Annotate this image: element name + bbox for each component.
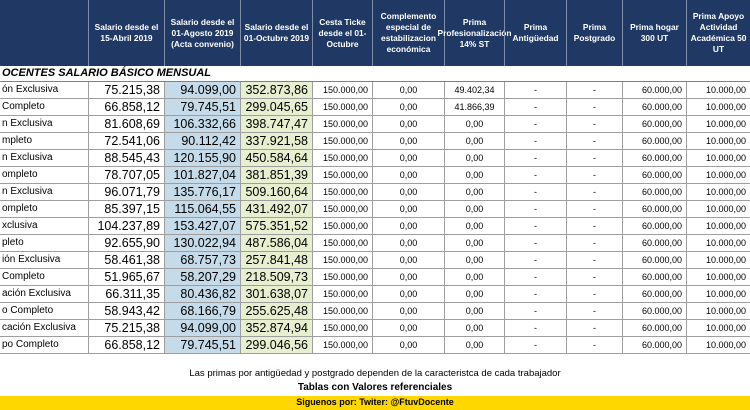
header-cell-name: [0, 0, 88, 66]
cell-ant: -: [504, 286, 566, 302]
cell-s3: 450.584,64: [240, 150, 312, 166]
cell-s3: 487.586,04: [240, 235, 312, 251]
cell-name: Completo: [2, 271, 45, 282]
cell-prof: 0,00: [444, 184, 504, 200]
cell-comp: 0,00: [372, 235, 444, 251]
cell-post: -: [566, 320, 622, 336]
cell-ant: -: [504, 252, 566, 268]
cell-hogar: 60.000,00: [622, 320, 686, 336]
cell-s2: 68.757,73: [164, 252, 240, 268]
cell-s1: 88.545,43: [88, 150, 164, 166]
cell-s1: 81.608,69: [88, 116, 164, 132]
cell-ant: -: [504, 235, 566, 251]
cell-s1: 104.237,89: [88, 218, 164, 234]
cell-hogar: 60.000,00: [622, 303, 686, 319]
cell-post: -: [566, 218, 622, 234]
cell-s2: 94.099,00: [164, 82, 240, 98]
cell-s3: 257.841,48: [240, 252, 312, 268]
cell-s1: 66.858,12: [88, 99, 164, 115]
cell-post: -: [566, 133, 622, 149]
cell-cesta: 150.000,00: [312, 337, 372, 353]
cell-cesta: 150.000,00: [312, 252, 372, 268]
table-row: [0, 252, 750, 269]
cell-apoyo: 10.000,00: [686, 303, 750, 319]
cell-apoyo: 10.000,00: [686, 252, 750, 268]
cell-s3: 337.921,58: [240, 133, 312, 149]
cell-s2: 106.332,66: [164, 116, 240, 132]
cell-apoyo: 10.000,00: [686, 133, 750, 149]
cell-s1: 51.965,67: [88, 269, 164, 285]
cell-name: ación Exclusiva: [2, 288, 71, 299]
cell-post: -: [566, 99, 622, 115]
cell-s2: 79.745,51: [164, 99, 240, 115]
cell-ant: -: [504, 303, 566, 319]
cell-name: ión Exclusiva: [2, 254, 61, 265]
cell-s1: 58.461,38: [88, 252, 164, 268]
cell-prof: 0,00: [444, 218, 504, 234]
cell-ant: -: [504, 218, 566, 234]
footer-social-text: Siguenos por: Twiter: @FtuvDocente: [296, 397, 454, 407]
cell-hogar: 60.000,00: [622, 133, 686, 149]
table-row: [0, 116, 750, 133]
header-salary-october: Salario desde el 01-Octubre 2019: [240, 0, 312, 66]
table-row: [0, 167, 750, 184]
cell-cesta: 150.000,00: [312, 286, 372, 302]
cell-s3: 509.160,64: [240, 184, 312, 200]
cell-hogar: 60.000,00: [622, 167, 686, 183]
cell-cesta: 150.000,00: [312, 201, 372, 217]
cell-hogar: 60.000,00: [622, 201, 686, 217]
table-row: [0, 286, 750, 303]
table-header-row: [0, 0, 750, 66]
header-prima-hogar: Prima hogar 300 UT: [622, 0, 686, 66]
cell-hogar: 60.000,00: [622, 82, 686, 98]
cell-cesta: 150.000,00: [312, 184, 372, 200]
cell-comp: 0,00: [372, 320, 444, 336]
cell-apoyo: 10.000,00: [686, 167, 750, 183]
cell-s1: 58.943,42: [88, 303, 164, 319]
cell-cesta: 150.000,00: [312, 99, 372, 115]
cell-name: n Exclusiva: [2, 186, 53, 197]
cell-prof: 0,00: [444, 337, 504, 353]
cell-prof: 0,00: [444, 235, 504, 251]
cell-ant: -: [504, 133, 566, 149]
table-row: [0, 235, 750, 252]
table-row: [0, 303, 750, 320]
cell-cesta: 150.000,00: [312, 82, 372, 98]
cell-s2: 90.112,42: [164, 133, 240, 149]
cell-apoyo: 10.000,00: [686, 218, 750, 234]
header-prima-antiguedad: Prima Antigüedad: [504, 0, 566, 66]
cell-comp: 0,00: [372, 99, 444, 115]
header-prima-profesionalizacion: Prima Profesionalización 14% ST: [444, 0, 504, 66]
cell-post: -: [566, 252, 622, 268]
cell-comp: 0,00: [372, 337, 444, 353]
cell-post: -: [566, 82, 622, 98]
cell-s3: 431.492,07: [240, 201, 312, 217]
cell-s2: 79.745,51: [164, 337, 240, 353]
cell-post: -: [566, 286, 622, 302]
header-cesta-ticket: Cesta Ticke desde el 01-Octubre: [312, 0, 372, 66]
cell-s2: 153.427,07: [164, 218, 240, 234]
cell-comp: 0,00: [372, 167, 444, 183]
cell-ant: -: [504, 150, 566, 166]
cell-s1: 72.541,06: [88, 133, 164, 149]
cell-prof: 0,00: [444, 133, 504, 149]
cell-name: ón Exclusiva: [2, 84, 59, 95]
cell-s3: 398.747,47: [240, 116, 312, 132]
header-salary-april: Salario desde el 15-Abril 2019: [88, 0, 164, 66]
cell-name: xclusiva: [2, 220, 38, 231]
footer-title: Tablas con Valores referenciales: [297, 382, 453, 393]
cell-prof: 0,00: [444, 150, 504, 166]
cell-prof: 0,00: [444, 201, 504, 217]
cell-s3: 381.851,39: [240, 167, 312, 183]
cell-comp: 0,00: [372, 269, 444, 285]
cell-s3: 299.046,56: [240, 337, 312, 353]
cell-comp: 0,00: [372, 184, 444, 200]
cell-s1: 96.071,79: [88, 184, 164, 200]
cell-s3: 299.045,65: [240, 99, 312, 115]
cell-ant: -: [504, 320, 566, 336]
cell-prof: 0,00: [444, 116, 504, 132]
cell-apoyo: 10.000,00: [686, 201, 750, 217]
cell-comp: 0,00: [372, 201, 444, 217]
cell-post: -: [566, 201, 622, 217]
cell-name: n Exclusiva: [2, 152, 53, 163]
cell-s3: 352.873,86: [240, 82, 312, 98]
cell-name: pleto: [2, 237, 24, 248]
cell-cesta: 150.000,00: [312, 167, 372, 183]
table-row: [0, 337, 750, 354]
cell-prof: 0,00: [444, 320, 504, 336]
cell-cesta: 150.000,00: [312, 235, 372, 251]
cell-cesta: 150.000,00: [312, 303, 372, 319]
table-row: [0, 269, 750, 286]
cell-hogar: 60.000,00: [622, 252, 686, 268]
cell-comp: 0,00: [372, 133, 444, 149]
cell-post: -: [566, 116, 622, 132]
cell-ant: -: [504, 116, 566, 132]
cell-ant: -: [504, 184, 566, 200]
table-row: [0, 218, 750, 235]
cell-ant: -: [504, 82, 566, 98]
cell-s1: 66.311,35: [88, 286, 164, 302]
table-row: [0, 150, 750, 167]
cell-prof: 0,00: [444, 269, 504, 285]
cell-apoyo: 10.000,00: [686, 82, 750, 98]
cell-hogar: 60.000,00: [622, 235, 686, 251]
cell-s3: 352.874,94: [240, 320, 312, 336]
cell-cesta: 150.000,00: [312, 116, 372, 132]
cell-s2: 120.155,90: [164, 150, 240, 166]
cell-cesta: 150.000,00: [312, 218, 372, 234]
cell-prof: 0,00: [444, 286, 504, 302]
cell-comp: 0,00: [372, 82, 444, 98]
cell-name: o Completo: [2, 305, 54, 316]
footer-note: Las primas por antigüedad y postgrado dependen de la caracteristca de cada trabajador: [189, 368, 561, 379]
section-header-row: [0, 66, 750, 82]
table-row: [0, 82, 750, 99]
cell-post: -: [566, 184, 622, 200]
cell-ant: -: [504, 269, 566, 285]
cell-s3: 301.638,07: [240, 286, 312, 302]
header-complemento: Complemento especial de estabilizacion económica: [372, 0, 444, 66]
cell-comp: 0,00: [372, 286, 444, 302]
cell-apoyo: 10.000,00: [686, 150, 750, 166]
cell-prof: 0,00: [444, 303, 504, 319]
cell-hogar: 60.000,00: [622, 286, 686, 302]
cell-name: mpleto: [2, 135, 33, 146]
cell-name: ompleto: [2, 169, 38, 180]
cell-post: -: [566, 235, 622, 251]
cell-s1: 92.655,90: [88, 235, 164, 251]
cell-cesta: 150.000,00: [312, 133, 372, 149]
section-title: OCENTES SALARIO BÁSICO MENSUAL: [2, 67, 212, 79]
table-row: [0, 133, 750, 150]
cell-hogar: 60.000,00: [622, 269, 686, 285]
cell-s3: 255.625,48: [240, 303, 312, 319]
cell-hogar: 60.000,00: [622, 337, 686, 353]
cell-apoyo: 10.000,00: [686, 269, 750, 285]
cell-s1: 75.215,38: [88, 82, 164, 98]
cell-comp: 0,00: [372, 303, 444, 319]
cell-s3: 218.509,73: [240, 269, 312, 285]
cell-apoyo: 10.000,00: [686, 320, 750, 336]
cell-s3: 575.351,52: [240, 218, 312, 234]
cell-ant: -: [504, 167, 566, 183]
cell-s1: 85.397,15: [88, 201, 164, 217]
cell-prof: 0,00: [444, 167, 504, 183]
cell-post: -: [566, 269, 622, 285]
cell-s1: 78.707,05: [88, 167, 164, 183]
cell-hogar: 60.000,00: [622, 150, 686, 166]
cell-s2: 130.022,94: [164, 235, 240, 251]
cell-s1: 66.858,12: [88, 337, 164, 353]
cell-prof: 49.402,34: [444, 82, 504, 98]
cell-comp: 0,00: [372, 116, 444, 132]
cell-s1: 75.215,38: [88, 320, 164, 336]
cell-name: po Completo: [2, 339, 59, 350]
cell-name: ompleto: [2, 203, 38, 214]
cell-cesta: 150.000,00: [312, 320, 372, 336]
cell-name: n Exclusiva: [2, 118, 53, 129]
cell-hogar: 60.000,00: [622, 99, 686, 115]
header-prima-apoyo: Prima Apoyo Actividad Académica 50 UT: [686, 0, 750, 66]
table-row: [0, 201, 750, 218]
cell-hogar: 60.000,00: [622, 218, 686, 234]
cell-hogar: 60.000,00: [622, 116, 686, 132]
table-row: [0, 99, 750, 116]
header-salary-august: Salario desde el 01-Agosto 2019 (Acta convenio): [164, 0, 240, 66]
cell-post: -: [566, 303, 622, 319]
cell-name: cación Exclusiva: [2, 322, 76, 333]
cell-apoyo: 10.000,00: [686, 99, 750, 115]
cell-s2: 58.207,29: [164, 269, 240, 285]
table-row: [0, 184, 750, 201]
cell-s2: 115.064,55: [164, 201, 240, 217]
cell-s2: 135.776,17: [164, 184, 240, 200]
cell-name: Completo: [2, 101, 45, 112]
cell-cesta: 150.000,00: [312, 150, 372, 166]
cell-cesta: 150.000,00: [312, 269, 372, 285]
cell-post: -: [566, 337, 622, 353]
cell-ant: -: [504, 337, 566, 353]
cell-s2: 101.827,04: [164, 167, 240, 183]
cell-apoyo: 10.000,00: [686, 235, 750, 251]
cell-apoyo: 10.000,00: [686, 337, 750, 353]
cell-s2: 68.166,79: [164, 303, 240, 319]
cell-apoyo: 10.000,00: [686, 286, 750, 302]
cell-hogar: 60.000,00: [622, 184, 686, 200]
cell-comp: 0,00: [372, 150, 444, 166]
cell-ant: -: [504, 99, 566, 115]
cell-prof: 0,00: [444, 252, 504, 268]
cell-s2: 80.436,82: [164, 286, 240, 302]
cell-comp: 0,00: [372, 252, 444, 268]
cell-apoyo: 10.000,00: [686, 116, 750, 132]
cell-ant: -: [504, 201, 566, 217]
cell-s2: 94.099,00: [164, 320, 240, 336]
cell-apoyo: 10.000,00: [686, 184, 750, 200]
cell-comp: 0,00: [372, 218, 444, 234]
cell-post: -: [566, 150, 622, 166]
header-prima-postgrado: Prima Postgrado: [566, 0, 622, 66]
table-row: [0, 320, 750, 337]
cell-post: -: [566, 167, 622, 183]
cell-prof: 41.866,39: [444, 99, 504, 115]
